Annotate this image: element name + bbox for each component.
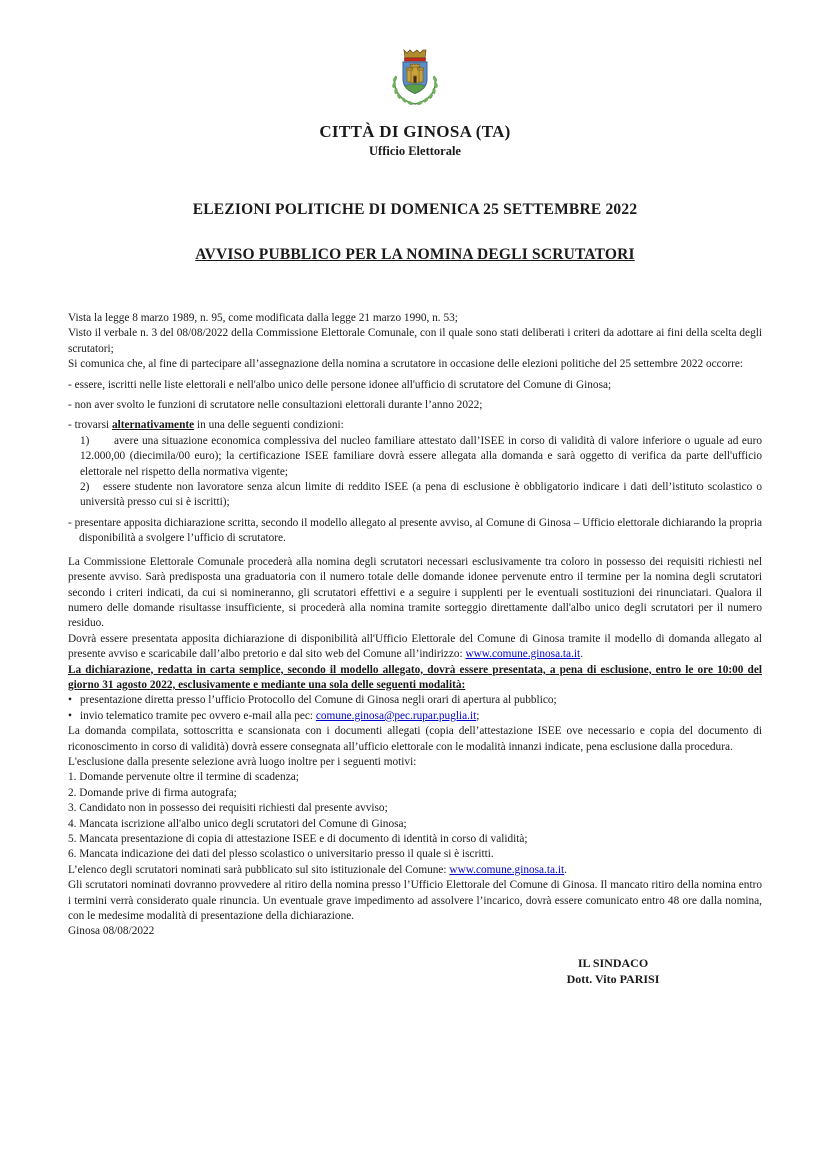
dash-marker: - [68,378,72,391]
paragraph-dichiarazione-disponibilita: Dovrà essere presentata apposita dichiarazione di disponibilità all'Ufficio Elettorale del Comune di Ginosa tramite il modello di domanda allegato al presente avviso e scaricabile dall’albo pretorio e dal sito web del Comune all’indirizzo: www.comune.ginosa.ta.it. [68,632,762,661]
signature-role: IL SINDACO [577,955,649,970]
document-title: ELEZIONI POLITICHE DI DOMENICA 25 SETTEMBRE 2022 [192,201,638,218]
requirement-item-1: - essere, iscritti nelle liste elettorali e nell'albo unico delle persone idonee all'ufficio di scrutatore del Comune di Ginosa; [68,378,612,391]
exclusion-reason-1: 1. Domande pervenute oltre il termine di scadenza; [68,771,299,784]
link-pec-email[interactable]: comune.ginosa@pec.rupar.puglia.it [315,709,477,722]
requirement-item-3: - trovarsi alternativamente in una delle seguenti condizioni: [68,419,344,432]
condition-number-1: 1) [80,434,90,447]
link-comune-website-2[interactable]: www.comune.ginosa.ta.it [449,863,565,876]
dash-marker: - [68,516,72,529]
city-title: CITTÀ DI GINOSA (TA) [319,122,511,141]
paragraph-vista-legge: Vista la legge 8 marzo 1989, n. 95, come modificata dalla legge 21 marzo 1990, n. 53; [68,312,458,324]
dash-marker: - [68,419,72,432]
date-place: Ginosa 08/08/2022 [68,925,155,938]
link-comune-website[interactable]: www.comune.ginosa.ta.it [465,648,581,661]
condition-number-2: 2) [80,481,90,494]
exclusion-reason-2: 2. Domande prive di firma autografa; [68,786,237,799]
paragraph-deadline-notice: La dichiarazione, redatta in carta semplice, secondo il modello allegato, dovrà essere presentata, a pena di esclusione, entro le ore 10:00 del giorno 31 agosto 2022, esclusivamente e mediante una sola delle seguenti modalità: [68,663,762,691]
bullet-marker: • [68,694,72,707]
paragraph-esclusione-intro: L'esclusione dalla presente selezione avrà luogo inoltre per i seguenti motivi: [68,755,417,768]
paragraph-commissione: La Commissione Elettorale Comunale procederà alla nomina degli scrutatori necessari esclusivamente tra coloro in possesso dei requisiti richiesti nel presente avviso. Sarà predisposta una graduatoria con il numero totale delle domande idonee pervenute entro il termine per la nomina degli scrutatori secondo i criteri indicati, da cui si nomineranno, gli scrutatori effettivi e a seguire i supplenti per le eventuali sostituzioni dei rinunciatari. Qualora il numero delle domande risultasse insufficiente, si procederà alla nomina tramite sorteggio direttamente dall'albo unico degli scrutatori per il numero residuo. [68,555,762,630]
document-body [68,311,762,940]
requirement-item-2: - non aver svolto le funzioni di scrutatore nelle consultazioni elettorali durante l’anno 2022; [68,399,483,412]
paragraph-domanda-compilata: La domanda compilata, sottoscritta e scansionata con i documenti allegati (copia dell’attestazione ISEE ove necessario e copia del documento di riconoscimento in corso di validità) dovrà essere consegnata all’ufficio elettorale con le modalità innanzi indicate, pena esclusione dalla procedura. [68,725,762,753]
paragraph-visto-verbale: Visto il verbale n. 3 del 08/08/2022 della Commissione Elettorale Comunale, con il quale sono stati deliberati i criteri da adottare ai fini della scelta degli scrutatori; [68,327,762,355]
coat-of-arms-icon [386,46,444,112]
condition-item-2: 2) essere studente non lavoratore senza alcun limite di reddito ISEE (a pena di esclusione è obbligatorio indicare i dati dell’istituto scolastico o università presso cui si è iscritti); [80,481,762,509]
bullet-marker: • [68,709,72,722]
exclusion-reason-5: 5. Mancata presentazione di copia di attestazione ISEE e di documento di identità in corso di validità; [68,833,528,845]
signature-block [493,955,733,987]
paragraph-elenco-pubblicato: L’elenco degli scrutatori nominati sarà pubblicato sul sito istituzionale del Comune: www.comune.ginosa.ta.it. [68,863,567,876]
signature-name: Dott. Vito PARISI [566,971,660,986]
paragraph-ritiro-nomina: Gli scrutatori nominati dovranno provvedere al ritiro della nomina presso l’Ufficio Elettorale del Comune di Ginosa. Il mancato ritiro della nomina entro i termini verrà considerato quale rinuncia. Un eventuale grave impedimento ad assolvere l’incarico, dovrà essere comunicato entro 48 ore dalla nomina, con le medesime modalità di presentazione della dichiarazione. [68,879,762,923]
paragraph-si-comunica: Si comunica che, al fine di partecipare all’assegnazione della nomina a scrutatore in occasione delle elezioni politiche del 25 settembre 2022 occorre: [68,358,744,371]
requirement-item-4: - presentare apposita dichiarazione scritta, secondo il modello allegato al presente avviso, al Comune di Ginosa – Ufficio elettorale dichiarando la propria disponibilità a svolgere l’ufficio di scrutatore. [68,516,762,545]
exclusion-reason-3: 3. Candidato non in possesso dei requisiti richiesti dal presente avviso; [68,802,388,815]
emphasis-alternativamente: alternativamente [111,419,195,432]
office-subtitle: Ufficio Elettorale [369,144,461,158]
exclusion-reason-4: 4. Mancata iscrizione all'albo unico degli scrutatori del Comune di Ginosa; [68,817,407,830]
delivery-option-1: • presentazione diretta presso l’ufficio Protocollo del Comune di Ginosa negli orari di apertura al pubblico; [68,693,762,708]
exclusion-reason-6: 6. Mancata indicazione dei dati del plesso scolastico o universitario presso il quale si è iscritti. [68,848,494,861]
condition-item-1: 1) avere una situazione economica complessiva del nucleo familiare attestato dall’ISEE in corso di validità di valore inferiore o uguale ad euro 12.000,00 (diecimila/00 euro); la certificazione ISEE familiare dovrà essere allegata alla domanda e sarà oggetto di verifica da parte dell'ufficio elettorale nel rispetto della normativa vigente; [80,434,762,478]
municipal-crest [68,46,762,112]
dash-marker: - [68,399,72,412]
document-subtitle: AVVISO PUBBLICO PER LA NOMINA DEGLI SCRUTATORI [195,246,635,263]
delivery-option-2: • invio telematico tramite pec ovvero e-mail alla pec: comune.ginosa@pec.rupar.puglia.it; [68,709,762,724]
